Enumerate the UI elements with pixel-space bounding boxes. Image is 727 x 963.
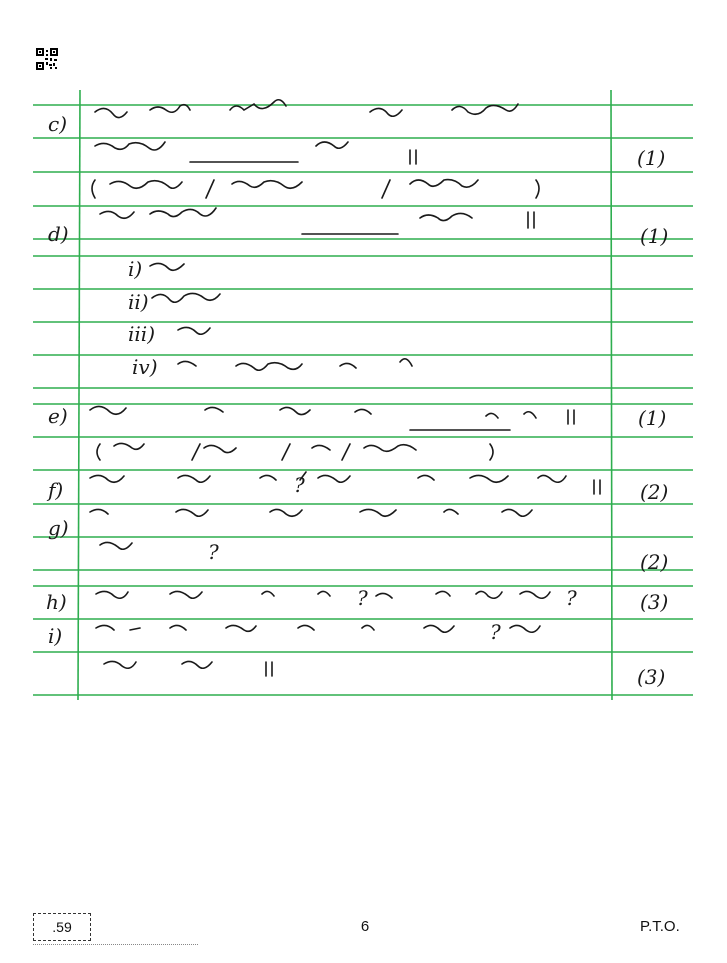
option-iii: iii): [128, 322, 155, 346]
question-label-e: e): [48, 404, 68, 428]
question-mark-g: ?: [208, 540, 219, 564]
question-mark-h1: ?: [357, 586, 368, 610]
page-number: 6: [360, 918, 370, 935]
footer-dotted-line: [33, 944, 198, 946]
marks-d: (1): [640, 224, 669, 248]
marks-i: (3): [637, 665, 666, 689]
marks-e: (1): [638, 406, 667, 430]
option-i: i): [128, 257, 143, 281]
please-turn-over: P.T.O.: [640, 918, 680, 935]
question-label-g: g): [48, 516, 69, 540]
question-label-i: i): [48, 624, 63, 648]
question-mark-h2: ?: [566, 586, 577, 610]
paper-code-box: .59: [33, 913, 91, 941]
question-label-c: c): [48, 112, 68, 136]
question-label-f: f): [48, 478, 64, 502]
option-iv: iv): [132, 355, 158, 379]
option-ii: ii): [128, 290, 149, 314]
question-mark-f: ?: [294, 473, 305, 497]
marks-f: (2): [640, 480, 669, 504]
marks-g: (2): [640, 550, 669, 574]
question-mark-i: ?: [490, 620, 501, 644]
question-label-d: d): [48, 222, 69, 246]
question-label-h: h): [46, 590, 67, 614]
marks-h: (3): [640, 590, 669, 614]
marks-c: (1): [637, 146, 666, 170]
